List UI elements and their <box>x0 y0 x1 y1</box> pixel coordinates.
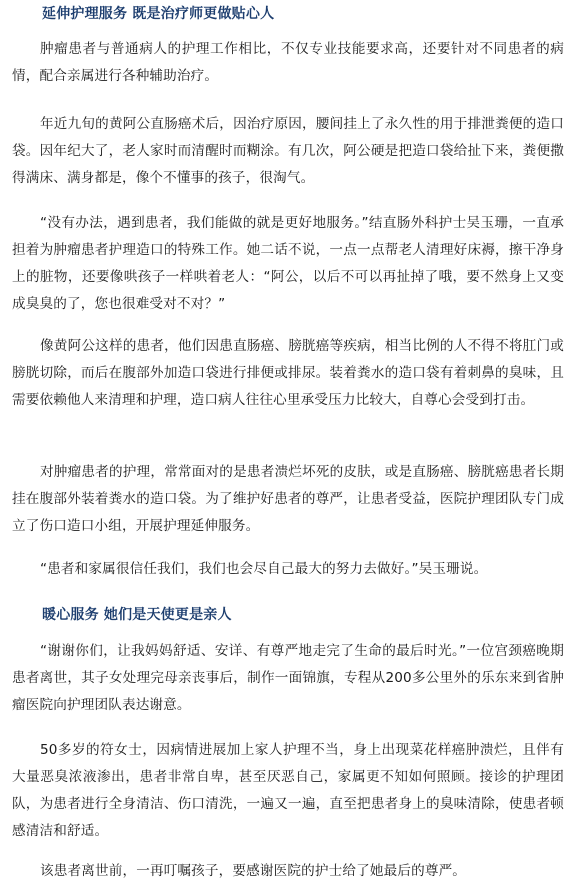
paragraph: 年近九旬的黄阿公直肠癌术后，因治疗原因，腰间挂上了永久性的用于排泄粪便的造口袋。因年纪大了，老人家时而清醒时而糊涂。有几次，阿公硬是把造口袋给扯下来，粪便撒得满床、满身都是，像个不懂事的孩子，很淘气。 <box>12 116 564 186</box>
paragraph: 该患者离世前，一再叮嘱孩子，要感谢医院的护士给了她最后的尊严。 <box>40 863 467 879</box>
section-heading-extended-care: 延伸护理服务 既是治疗师更做贴心人 <box>42 6 275 22</box>
paragraph: 50多岁的符女士，因病情进展加上家人护理不当，身上出现菜花样癌肿溃烂，且伴有大量恶臭浓液渗出，患者非常自卑，甚至厌恶自己，家属更不知如何照顾。接诊的护理团队，为患者进行全身清洁、伤口清洗，一遍又一遍，直至把患者身上的臭味清除，使患者顿感清洁和舒适。 <box>12 742 564 839</box>
paragraph: “患者和家属很信任我们，我们也会尽自己最大的努力去做好。”吴玉珊说。 <box>40 561 488 577</box>
section-heading-warm-care: 暖心服务 她们是天使更是亲人 <box>42 607 232 623</box>
paragraph: 肿瘤患者与普通病人的护理工作相比，不仅专业技能要求高，还要针对不同患者的病情，配合亲属进行各种辅助治疗。 <box>12 41 564 84</box>
paragraph: 对肿瘤患者的护理，常常面对的是患者溃烂坏死的皮肤，或是直肠癌、膀胱癌患者长期挂在腹部外装着粪水的造口袋。为了维护好患者的尊严，让患者受益，医院护理团队专门成立了伤口造口小组，开展护理延伸服务。 <box>12 464 564 534</box>
paragraph: “没有办法，遇到患者，我们能做的就是更好地服务。”结直肠外科护士吴玉珊，一直承担着为肿瘤患者护理造口的特殊工作。她二话不说，一点一点帮老人清理好床褥，擦干净身上的脏物，还要像哄孩子一样哄着老人：“阿公，以后不可以再扯掉了哦，要不然身上又变成臭臭的了，您也很难受对不对？” <box>12 215 564 312</box>
paragraph: 像黄阿公这样的患者，他们因患直肠癌、膀胱癌等疾病，相当比例的人不得不将肛门或膀胱切除，而后在腹部外加造口袋进行排便或排尿。装着粪水的造口袋有着刺鼻的臭味，且需要依赖他人来清理和护理，造口病人往往心里承受压力比较大，自尊心会受到打击。 <box>12 338 564 408</box>
paragraph: “谢谢你们，让我妈妈舒适、安详、有尊严地走完了生命的最后时光。”一位宫颈癌晚期患者离世，其子女处理完母亲丧事后，制作一面锦旗，专程从200多公里外的乐东来到省肿瘤医院向护理团队表达谢意。 <box>12 643 564 713</box>
